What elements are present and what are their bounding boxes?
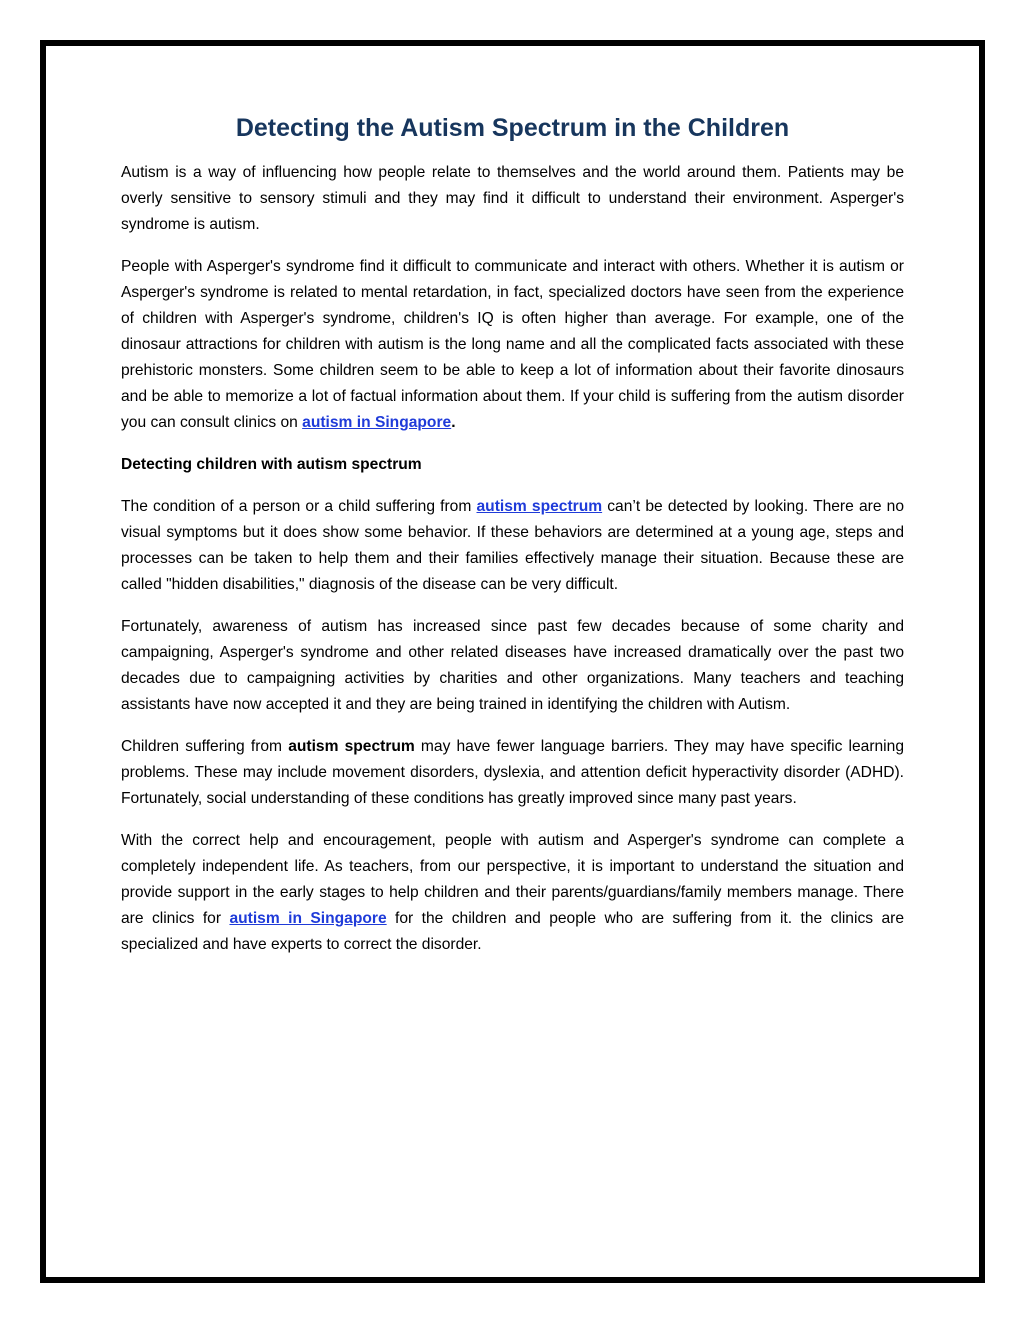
paragraph-support	[121, 828, 904, 958]
paragraph-learning	[121, 734, 904, 812]
document-title: Detecting the Autism Spectrum in the Children	[235, 114, 790, 142]
autism-spectrum-link[interactable]: autism spectrum	[476, 498, 603, 515]
autism-in-singapore-link[interactable]: autism in Singapore	[302, 414, 452, 431]
paragraph-learning-after: may have fewer language barriers. They may have specific learning problems. These may include movement disorders, dyslexia, and attention deficit hyperactivity disorder (ADHD). Fortunately, social understanding of these conditions has greatly improved since many past years.	[121, 738, 904, 807]
paragraph-intro	[121, 160, 904, 238]
paragraph-detection	[121, 494, 904, 598]
paragraph-awareness-text: Fortunately, awareness of autism has increased since past few decades because of some charity and campaigning, Asperger's syndrome and other related diseases have increased dramatically over the past two decades due to campaigning activities by charities and other organizations. Many teachers and teaching assistants have now accepted it and they are being trained in identifying the children with Autism.	[121, 618, 904, 713]
paragraph-asperger-text: People with Asperger's syndrome find it difficult to communicate and interact with others. Whether it is autism or Asperger's syndrome is related to mental retardation, in fact, specialized doctors have seen from the experience of children with Asperger's syndrome, children's IQ is often higher than average. For example, one of the dinosaur attractions for children with autism is the long name and all the complicated facts associated with these prehistoric monsters. Some children seem to be able to keep a lot of information about their favorite dinosaurs and be able to memorize a lot of factual information about them. If your child is suffering from the autism disorder you can consult clinics on	[121, 258, 904, 431]
paragraph-asperger	[121, 254, 904, 436]
paragraph-intro-text: Autism is a way of influencing how people relate to themselves and the world around them. Patients may be overly sensitive to sensory stimuli and they may find it difficult to understand their environment. Asperger's syndrome is autism.	[121, 164, 904, 233]
paragraph-learning-before: Children suffering from	[121, 738, 289, 755]
paragraph-awareness	[121, 614, 904, 718]
autism-in-singapore-link-2[interactable]: autism in Singapore	[229, 910, 387, 927]
document-body	[121, 112, 904, 974]
paragraph-asperger-end: .	[451, 414, 456, 431]
autism-spectrum-bold: autism spectrum	[288, 738, 415, 755]
paragraph-support-after: for the children and people who are suffering from it. the clinics are specialized and have experts to correct the disorder.	[121, 910, 904, 953]
paragraph-detection-before: The condition of a person or a child suffering from	[121, 498, 477, 515]
section-heading: Detecting children with autism spectrum	[121, 456, 422, 473]
paragraph-detection-after: can’t be detected by looking. There are no visual symptoms but it does show some behavior. If these behaviors are determined at a young age, steps and processes can be taken to help them and their families effectively manage their situation. Because these are called "hidden disabilities," diagnosis of the disease can be very difficult.	[121, 498, 904, 593]
paragraph-support-before: With the correct help and encouragement, people with autism and Asperger's syndrome can complete a completely independent life. As teachers, from our perspective, it is important to understand the situation and provide support in the early stages to help children and their parents/guardians/family members manage. There are clinics for	[121, 832, 904, 927]
